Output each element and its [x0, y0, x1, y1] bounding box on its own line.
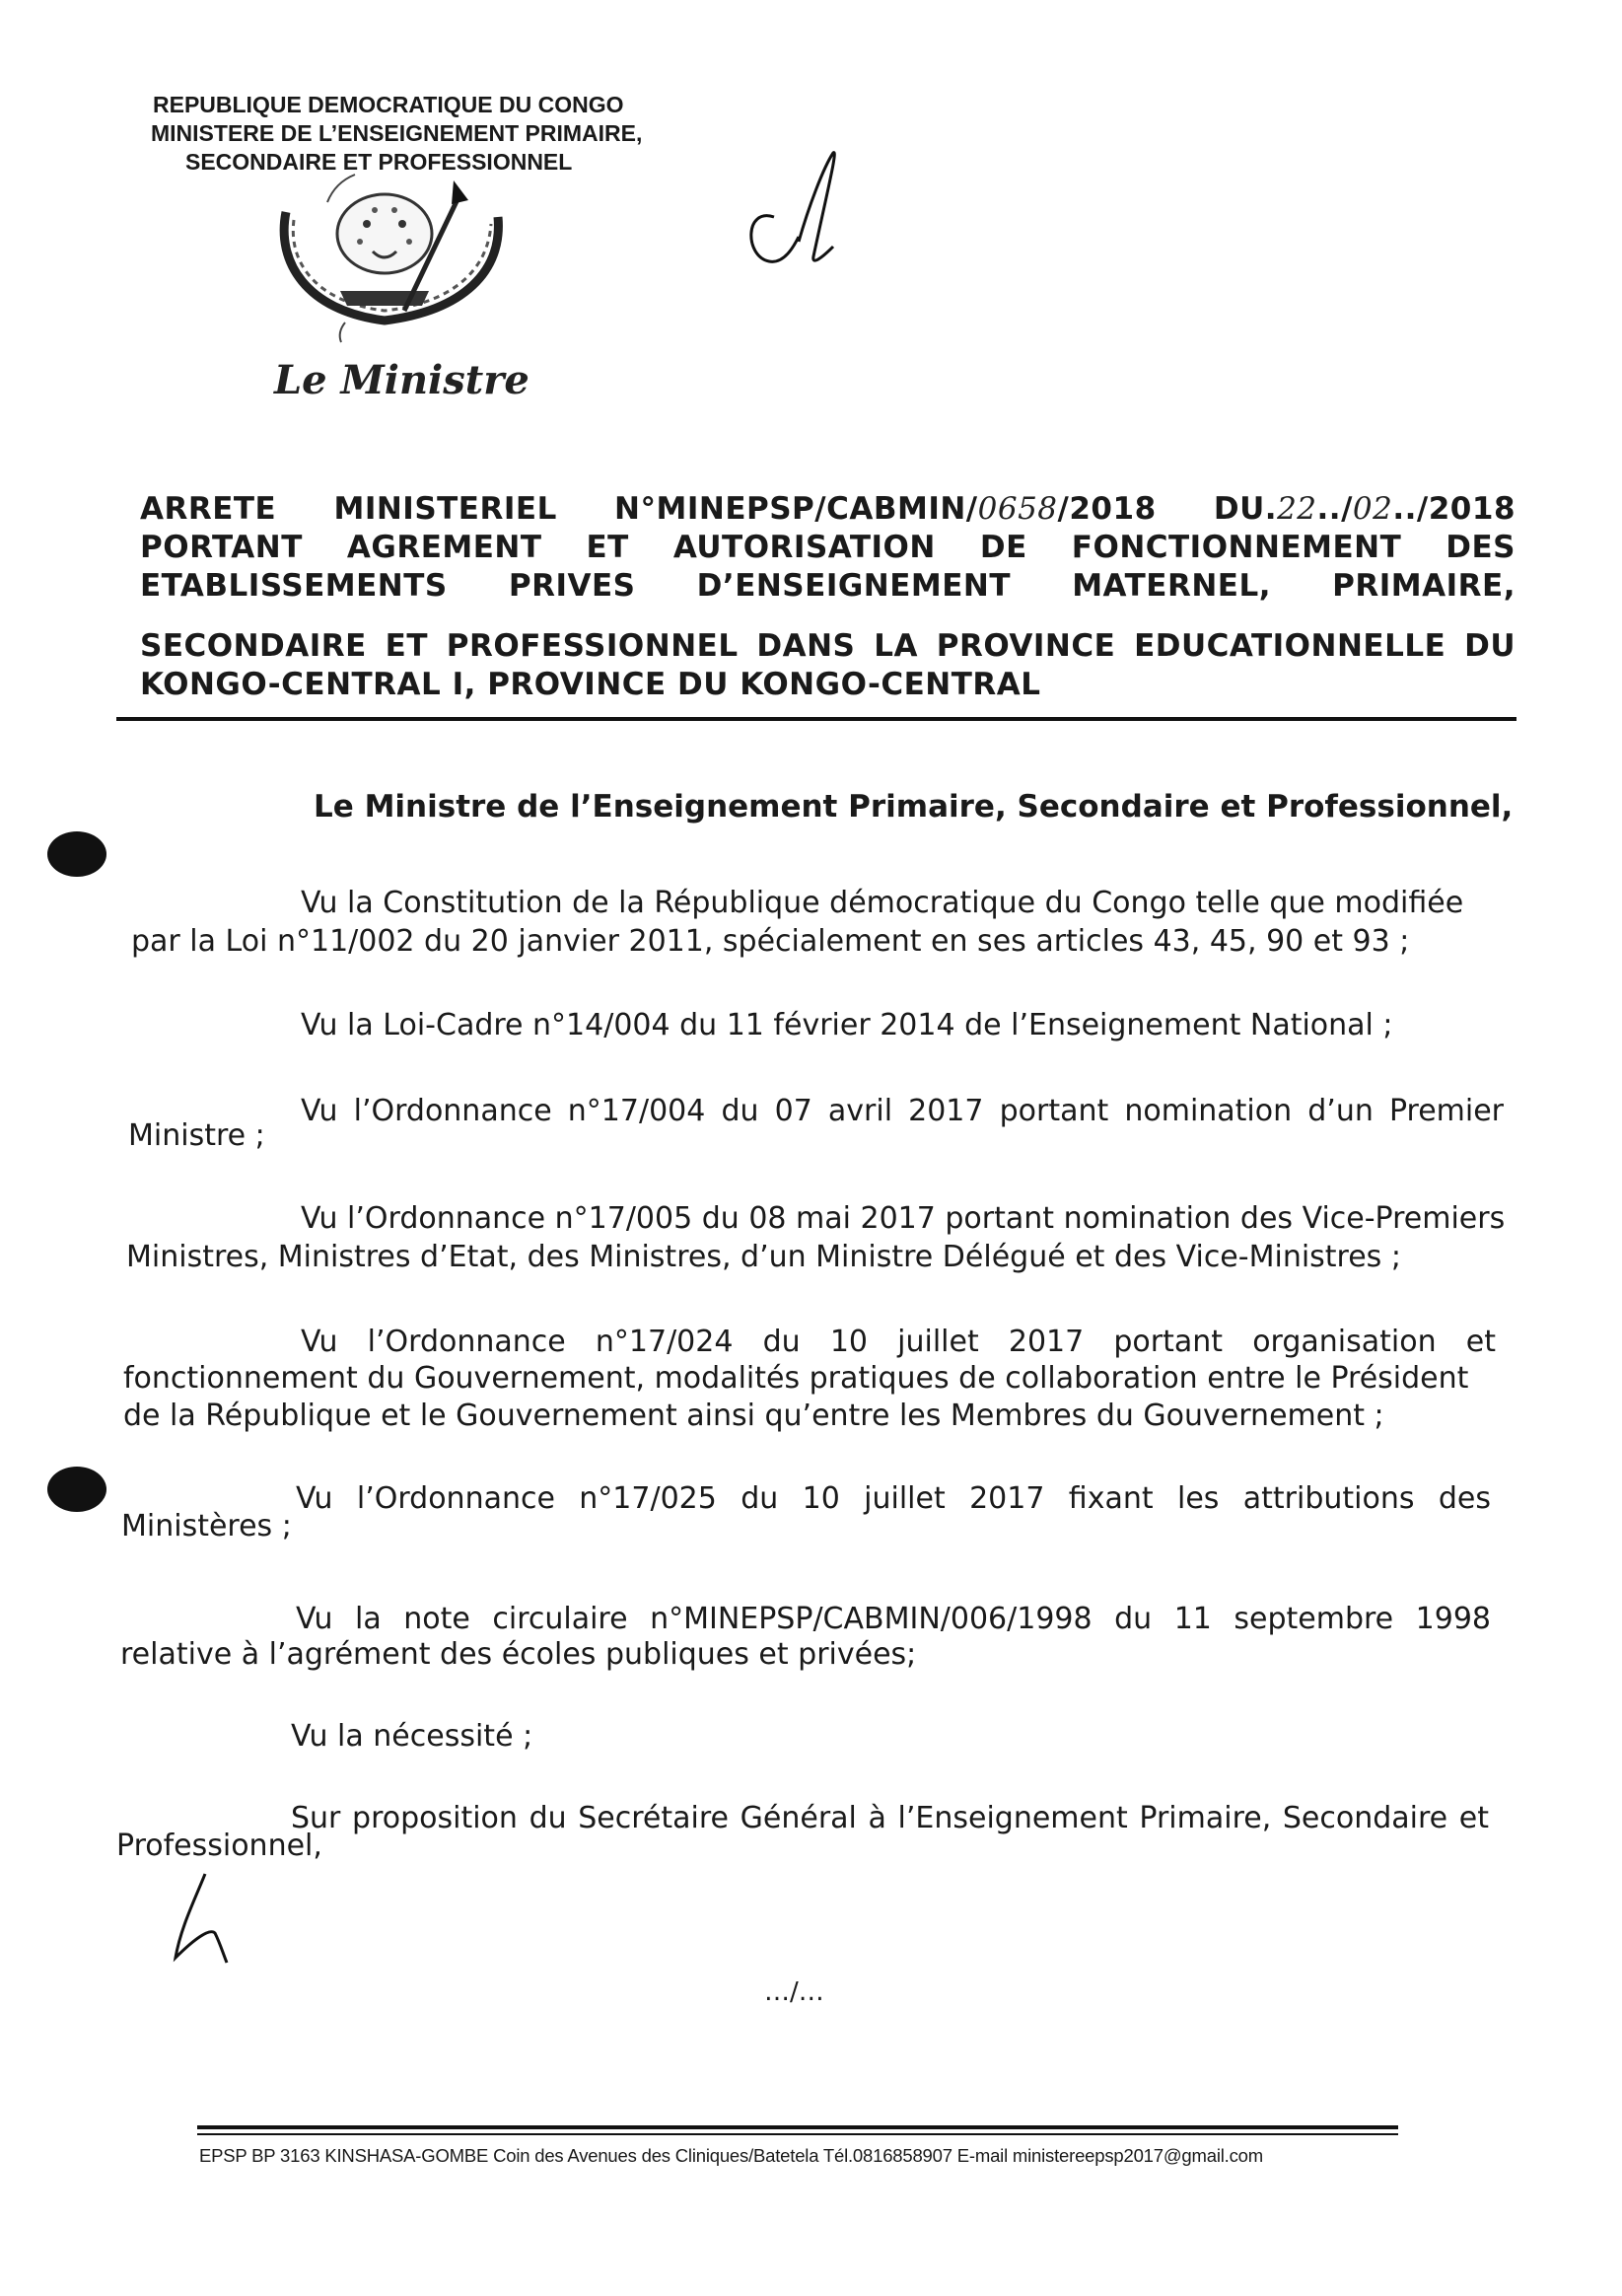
minister-heading: Le Ministre de l’Enseignement Primaire, Secondaire et Professionnel, — [314, 789, 1514, 825]
title-underline — [116, 717, 1516, 721]
consideration-5-line3: de la République et le Gouvernement ainsi qu’entre les Membres du Gouvernement ; — [123, 1399, 1384, 1433]
decree-year-date: /2018 DU. — [1057, 491, 1278, 527]
consideration-6-line2: Ministères ; — [121, 1509, 292, 1543]
consideration-9-line1: Sur proposition du Secrétaire Général à l’Enseignement Primaire, Secondaire et — [291, 1801, 1489, 1835]
consideration-7-line1: Vu la note circulaire n°MINEPSP/CABMIN/006/1998 du 11 septembre 1998 — [296, 1602, 1491, 1636]
consideration-3-line2: Ministre ; — [128, 1118, 265, 1153]
footer-rule-bottom — [197, 2133, 1398, 2135]
decree-title-line1: ARRETE MINISTERIEL N°MINEPSP/CABMIN/0658/2018 DU.22../02../2018 — [140, 491, 1516, 527]
header-country: REPUBLIQUE DEMOCRATIQUE DU CONGO — [153, 92, 624, 117]
consideration-2-line1: Vu la Loi-Cadre n°14/004 du 11 février 2014 de l’Enseignement National ; — [301, 1008, 1393, 1042]
consideration-7-line2: relative à l’agrément des écoles publiques et privées; — [120, 1637, 917, 1672]
handwritten-initial-mark — [725, 148, 853, 276]
decree-month-handwritten: 02 — [1352, 491, 1393, 527]
consideration-4-line2: Ministres, Ministres d’Etat, des Ministres, d’un Ministre Délégué et des Vice-Ministres ; — [126, 1240, 1401, 1274]
consideration-8-line1: Vu la nécessité ; — [291, 1719, 533, 1754]
decree-title-line5: KONGO-CENTRAL I, PROVINCE DU KONGO-CENTRAL — [140, 667, 1041, 702]
header-ministry: MINISTERE DE L’ENSEIGNEMENT PRIMAIRE, — [151, 120, 643, 146]
consideration-6-line1: Vu l’Ordonnance n°17/025 du 10 juillet 2017 fixant les attributions des — [296, 1481, 1491, 1516]
handwritten-paraph-mark — [166, 1869, 235, 1968]
consideration-5-line2: fonctionnement du Gouvernement, modalités pratiques de collaboration entre le Président — [123, 1361, 1469, 1396]
coat-of-arms-emblem — [266, 173, 523, 345]
footer-contact: EPSP BP 3163 KINSHASA-GOMBE Coin des Avenues des Cliniques/Batetela Tél.0816858907 E-mail ministereepsp2017@gmail.com — [199, 2145, 1263, 2166]
punch-hole-mark-bottom — [47, 1467, 106, 1512]
header-ministry-cont: SECONDAIRE ET PROFESSIONNEL — [185, 149, 573, 175]
decree-title-line2: PORTANT AGREMENT ET AUTORISATION DE FONCTIONNEMENT DES — [140, 530, 1516, 565]
consideration-9-line2: Professionnel, — [116, 1829, 322, 1863]
decree-title-line3: ETABLISSEMENTS PRIVES D’ENSEIGNEMENT MATERNEL, PRIMAIRE, — [140, 568, 1516, 604]
decree-day-handwritten: 22 — [1277, 491, 1317, 527]
punch-hole-mark-top — [47, 831, 106, 877]
footer-rule-top — [197, 2125, 1398, 2129]
consideration-1-line2: par la Loi n°11/002 du 20 janvier 2011, spécialement en ses articles 43, 45, 90 et 93 ; — [131, 924, 1410, 959]
decree-title-line4: SECONDAIRE ET PROFESSIONNEL DANS LA PROVINCE EDUCATIONNELLE DU — [140, 628, 1516, 664]
consideration-3-line1: Vu l’Ordonnance n°17/004 du 07 avril 2017 portant nomination d’un Premier — [301, 1094, 1504, 1128]
emblem-caption: Le Ministre — [274, 357, 529, 403]
consideration-1-line1: Vu la Constitution de la République démocratique du Congo telle que modifiée — [301, 886, 1464, 920]
decree-year-suffix: /2018 — [1416, 491, 1516, 527]
decree-number-prefix: ARRETE MINISTERIEL N°MINEPSP/CABMIN/ — [140, 491, 978, 527]
decree-number-handwritten: 0658 — [977, 491, 1058, 527]
consideration-4-line1: Vu l’Ordonnance n°17/005 du 08 mai 2017 portant nomination des Vice-Premiers — [301, 1201, 1506, 1236]
consideration-5-line1: Vu l’Ordonnance n°17/024 du 10 juillet 2017 portant organisation et — [301, 1325, 1496, 1359]
page-continuation-mark: …/… — [764, 1977, 824, 2007]
